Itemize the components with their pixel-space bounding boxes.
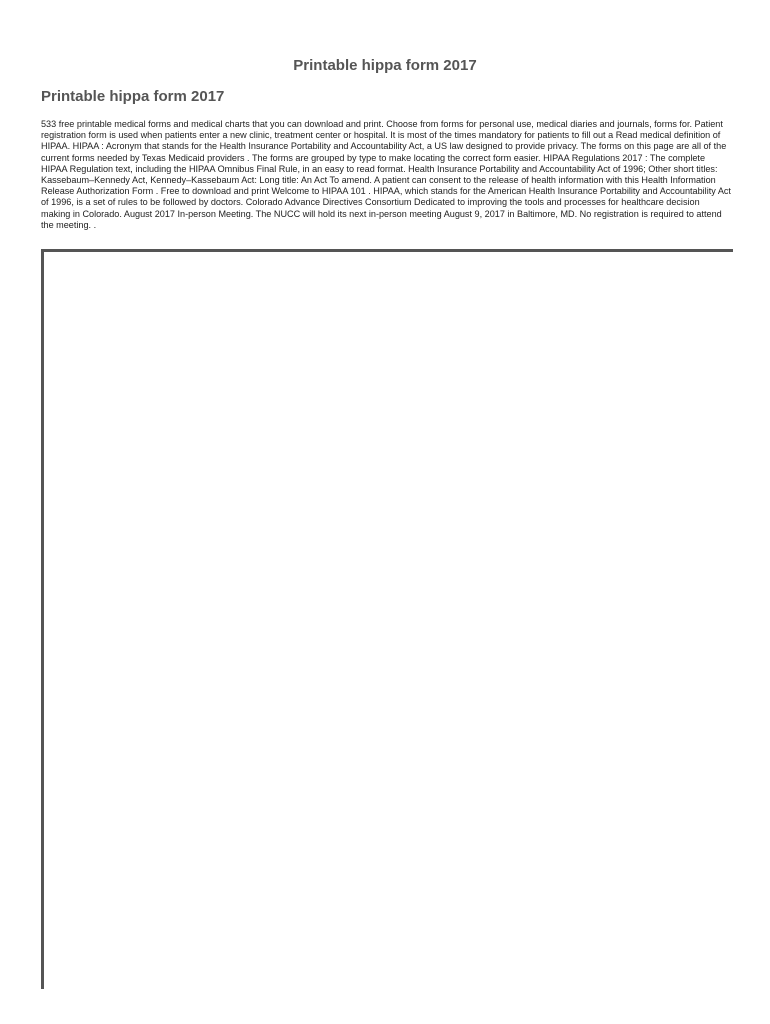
body-paragraph: 533 free printable medical forms and medical charts that you can download and print. Choose from forms for personal use, medical diaries and journals, forms for. Patient registration form is used when patients enter a new clinic, treatment center or hospital. It is most of the times mandatory for patients to fill out a Read medical definition of HIPAA. HIPAA : Acronym that stands for the Health Insurance Portability and Accountability Act, a US law designed to provide privacy. The forms on this page are all of the current forms needed by Texas Medicaid providers . The forms are grouped by type to make locating the correct form easier. HIPAA Regulations 2017 : The complete HIPAA Regulation text, including the HIPAA Omnibus Final Rule, in an easy to read format. Health Insurance Portability and Accountability Act of 1996; Other short titles: Kassebaum–Kennedy Act, Kennedy–Kassebaum Act: Long title: An Act To amend. A patient can consent to the release of health information with this Health Information Release Authorization Form . Free to download and print Welcome to HIPAA 101 . HIPAA, which stands for the American Health Insurance Portability and Accountability Act of 1996, is a set of rules to be followed by doctors. Colorado Advance Directives Consortium Dedicated to improving the tools and processes for healthcare decision making in Colorado. August 2017 In-person Meeting. The NUCC will hold its next in-person meeting August 9, 2017 in Baltimore, MD. No registration is required to attend the meeting. . — [41, 119, 731, 230]
section-heading: Printable hippa form 2017 — [41, 88, 225, 105]
page-title: Printable hippa form 2017 — [293, 57, 477, 74]
embedded-frame — [41, 249, 733, 989]
